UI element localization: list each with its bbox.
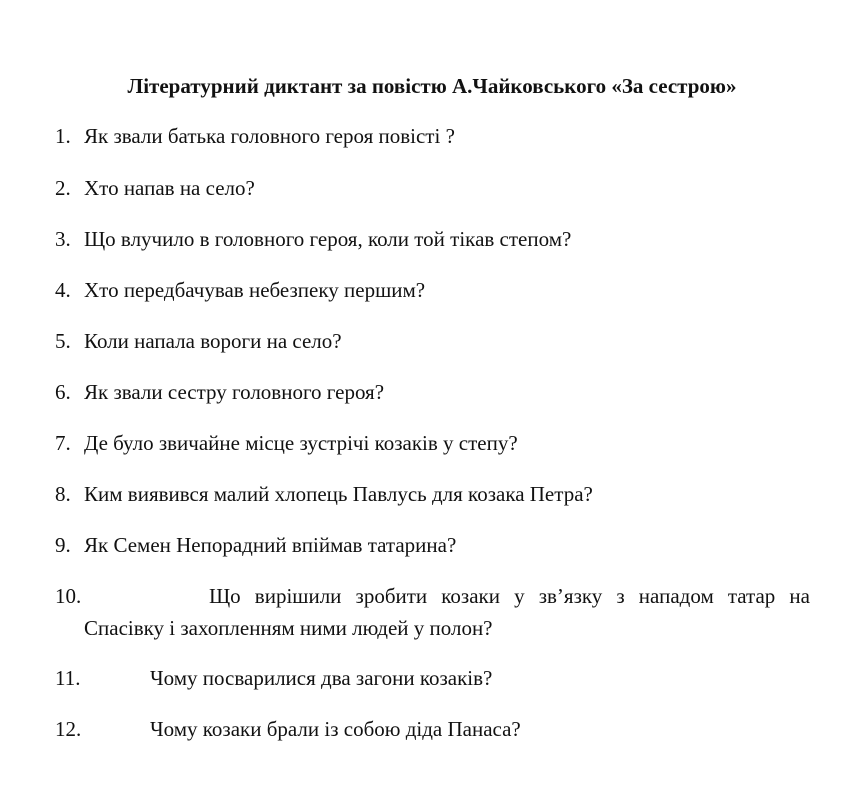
question-number: 7. bbox=[55, 431, 71, 455]
question-text: Коли напала вороги на село? bbox=[84, 329, 342, 353]
question-number: 2. bbox=[55, 176, 71, 200]
question-text: Хто напав на село? bbox=[84, 176, 255, 200]
question-text: Як звали сестру головного героя? bbox=[84, 380, 385, 404]
question-number: 10. bbox=[55, 584, 82, 608]
question-text: Ким виявився малий хлопець Павлусь для козака Петра? bbox=[84, 482, 593, 506]
question-text: Що влучило в головного героя, коли той тікав степом? bbox=[84, 227, 572, 251]
question-number: 11. bbox=[55, 666, 81, 690]
question-number: 1. bbox=[55, 124, 71, 148]
question-number: 6. bbox=[55, 380, 71, 404]
question-text: Як Семен Непорадний впіймав татарина? bbox=[84, 533, 457, 557]
question-text-line1: Що вирішили зробити козаки у зв’язку з нападом татар на bbox=[209, 584, 810, 608]
question-number: 8. bbox=[55, 482, 71, 506]
question-number: 9. bbox=[55, 533, 71, 557]
question-text: Чому козаки брали із собою діда Панаса? bbox=[150, 717, 521, 741]
question-number: 12. bbox=[55, 717, 82, 741]
question-text-line2: Спасівку і захопленням ними людей у полон? bbox=[84, 616, 493, 640]
question-number: 4. bbox=[55, 278, 71, 302]
question-text: Чому посварилися два загони козаків? bbox=[150, 666, 493, 690]
question-item bbox=[55, 580, 810, 644]
question-number: 3. bbox=[55, 227, 71, 251]
question-number: 5. bbox=[55, 329, 71, 353]
question-text: Як звали батька головного героя повісті ? bbox=[84, 124, 455, 148]
question-text: Хто передбачував небезпеку першим? bbox=[84, 278, 426, 302]
question-text: Де було звичайне місце зустрічі козаків у степу? bbox=[84, 431, 518, 455]
document-title: Літературний диктант за повістю А.Чайковського «За сестрою» bbox=[127, 74, 737, 98]
